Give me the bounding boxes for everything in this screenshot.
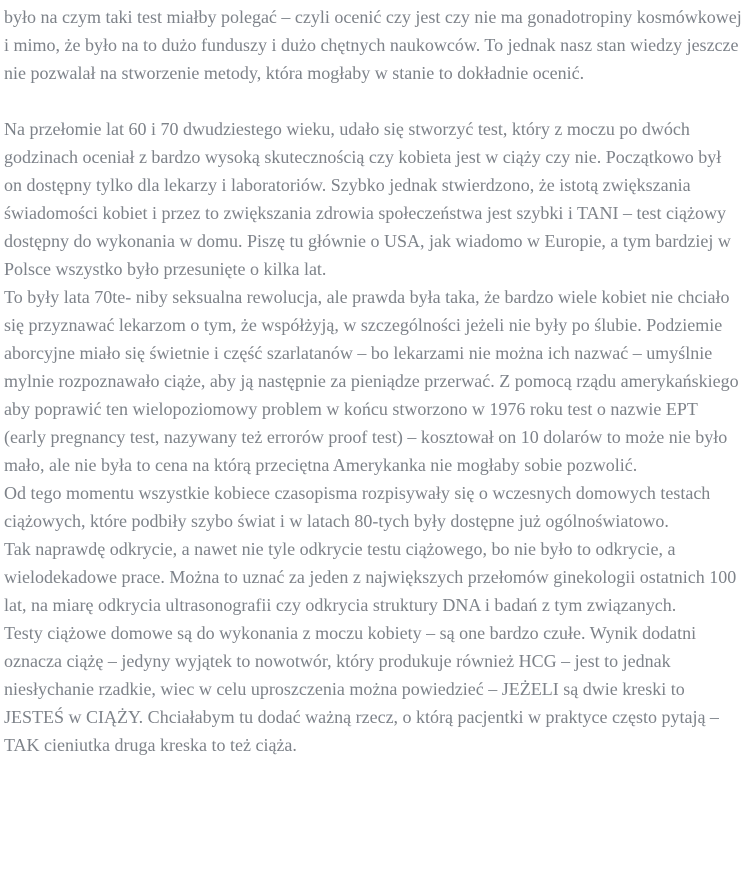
article-paragraph: było na czym taki test miałby polegać – czyli ocenić czy jest czy nie ma gonadotropiny kosmówkowej i mimo, że było na to dużo funduszy i dużo chętnych naukowców. To jednak nasz stan wiedzy jeszcze nie pozwalał na stworzenie metody, która mogłaby w stanie to dokładnie ocenić. — [4, 7, 742, 83]
article-paragraph: To były lata 70te- niby seksualna rewolucja, ale prawda była taka, że bardzo wiele kobiet nie chciało się przyznawać lekarzom o tym, że współżyją, w szczególności jeżeli nie były po ślubie. Podziemie aborcyjne miało się świetnie i część szarlatanów – bo lekarzami nie można ich nazwać – umyślnie mylnie rozpoznawało ciąże, aby ją następnie za pieniądze przerwać. Z pomocą rządu amerykańskiego aby poprawić ten wielopoziomowy problem w końcu stworzono w 1976 roku test o nazwie EPT (early pregnancy test, nazywany też errorów proof test) – kosztował on 10 dolarów to może nie było mało, ale nie była to cena na którą przeciętna Amerykanka nie mogłaby sobie pozwolić. — [4, 287, 739, 475]
article-paragraph: Od tego momentu wszystkie kobiece czasopisma rozpisywały się o wczesnych domowych testach ciążowych, które podbiły szybo świat i w latach 80-tych były dostępne już ogólnoświatowo. — [4, 483, 711, 531]
article-paragraph: Tak naprawdę odkrycie, a nawet nie tyle odkrycie testu ciążowego, bo nie było to odkrycie, a wielodekadowe prace. Można to uznać za jeden z największych przełomów ginekologii ostatnich 100 lat, na miarę odkrycia ultrasonografii czy odkrycia struktury DNA i badań z tym związanych. — [4, 539, 737, 615]
article-paragraph: Testy ciążowe domowe są do wykonania z moczu kobiety – są one bardzo czułe. Wynik dodatni oznacza ciążę – jedyny wyjątek to nowotwór, który produkuje również HCG – jest to jednak niesłychanie rzadkie, wiec w celu uproszczenia można powiedzieć – JEŻELI są dwie kreski to JESTEŚ w CIĄŻY. Chciałabym tu dodać ważną rzecz, o którą pacjentki w praktyce często pytają – TAK cieniutka druga kreska to też ciąża. — [4, 623, 719, 755]
article-paragraph: Na przełomie lat 60 i 70 dwudziestego wieku, udało się stworzyć test, który z moczu po dwóch godzinach oceniał z bardzo wysoką skutecznością czy kobieta jest w ciąży czy nie. Początkowo był on dostępny tylko dla lekarzy i laboratoriów. Szybko jednak stwierdzono, że istotą zwiększania świadomości kobiet i przez to zwiększania zdrowia społeczeństwa jest szybki i TANI – test ciążowy dostępny do wykonania w domu. Piszę tu głównie o USA, jak wiadomo w Europie, a tym bardziej w Polsce wszystko było przesunięte o kilka lat. — [4, 119, 731, 279]
